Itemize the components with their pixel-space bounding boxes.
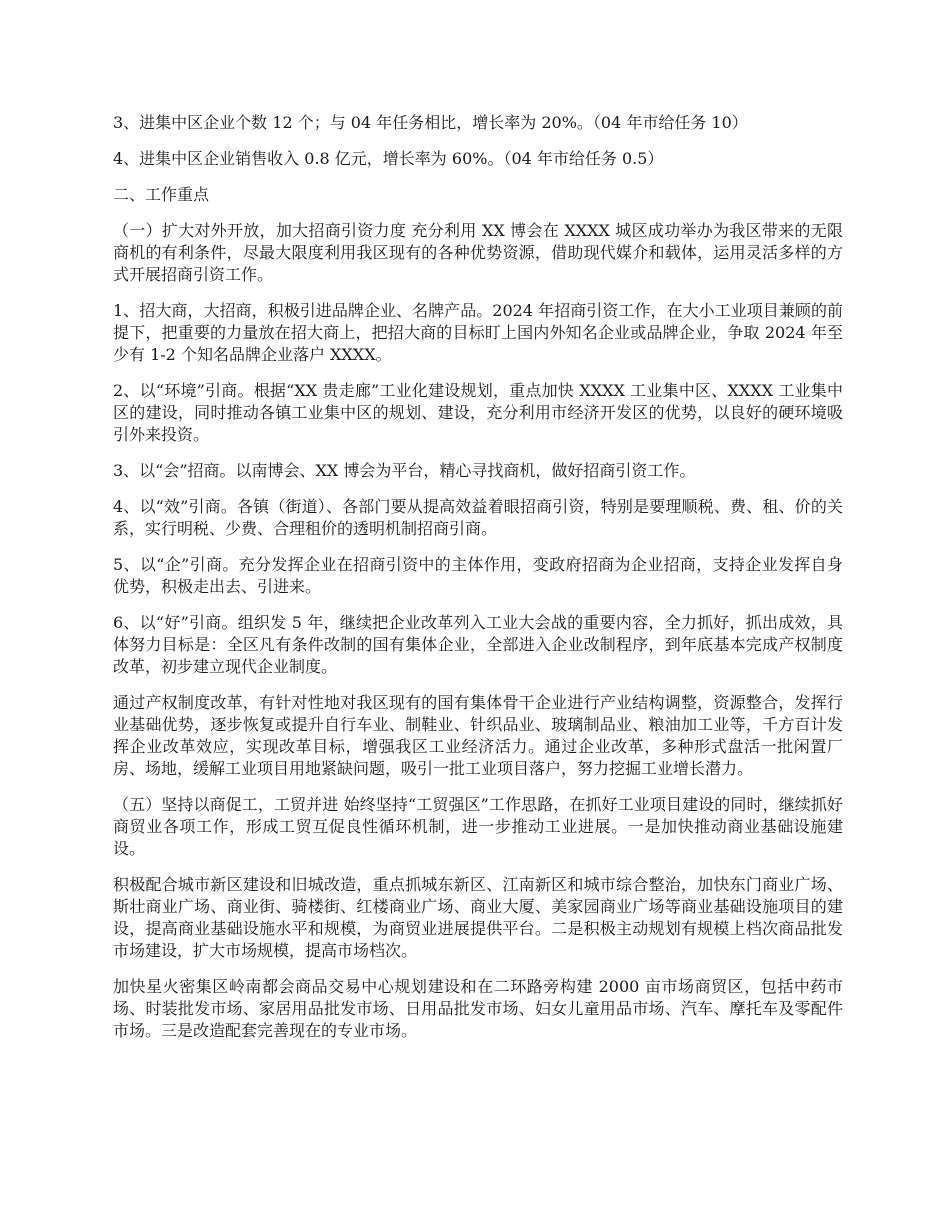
paragraph-efficiency: 4、以“效”引商。各镇（街道）、各部门要从提高效益着眼招商引资，特别是要理顺税、费、租、价的关系，实行明税、少费、合理租价的透明机制招商引商。 [113,497,843,538]
paragraph-environment: 2、以“环境”引商。根据“XX 贵走廊”工业化建设规划，重点加快 XXXX 工业集中区、XXXX 工业集中区的建设，同时推动各镇工业集中区的规划、建设，充分利用市经济开发区的优势，以良好的硬环境吸引外来投资。 [113,381,843,444]
paragraph-reform: 6、以“好”引商。组织发 5 年，继续把企业改革列入工业大会战的重要内容，全力抓好，抓出成效，具体努力目标是：全区凡有条件改制的国有集体企业，全部进入企业改制程序，到年底基本完成产权制度改革，初步建立现代企业制度。 [113,613,843,676]
paragraph-expo: 3、以“会”招商。以南博会、XX 博会为平台，精心寻找商机，做好招商引资工作。 [113,461,696,480]
section-heading-work-focus: 二、工作重点 [113,185,210,204]
paragraph-commerce-industry: （五）坚持以商促工，工贸并进 始终坚持“工贸强区”工作思路，在抓好工业项目建设的同时，继续抓好商贸业各项工作，形成工贸互促良性循环机制，进一步推动工业进展。一是加快推动商业基础设施建设。 [113,795,843,858]
paragraph-enterprise: 5、以“企”引商。充分发挥企业在招商引资中的主体作用，变政府招商为企业招商，支持企业发挥自身优势，积极走出去、引进来。 [113,555,843,596]
paragraph-open-up: （一）扩大对外开放，加大招商引资力度 充分利用 XX 博会在 XXXX 城区成功举办为我区带来的无限商机的有利条件，尽最大限度利用我区现有的各种优势资源，借助现代媒介和载体，运用灵活多样的方式开展招商引资工作。 [113,221,843,284]
paragraph-market-area: 加快星火密集区岭南都会商品交易中心规划建设和在二环路旁构建 2000 亩市场商贸区，包括中药市场、时装批发市场、家居用品批发市场、日用品批发市场、妇女儿童用品市场、汽车、摩托车及零配件市场。三是改造配套完善现在的专业市场。 [113,977,843,1040]
paragraph-property-rights: 通过产权制度改革，有针对性地对我区现有的国有集体骨干企业进行产业结构调整，资源整合，发挥行业基础优势，逐步恢复或提升自行车业、制鞋业、针织品业、玻璃制品业、粮油加工业等，千方百计发挥企业改革效应，实现改革目标，增强我区工业经济活力。通过企业改革，多种形式盘活一批闲置厂房、场地，缓解工业项目用地紧缺问题，吸引一批工业项目落户，努力挖掘工业增长潜力。 [113,693,843,778]
paragraph-item-4-sales: 4、进集中区企业销售收入 0.8 亿元，增长率为 60%。（04 年市给任务 0.5） [113,149,664,168]
paragraph-big-investment: 1、招大商，大招商，积极引进品牌企业、名牌产品。2024 年招商引资工作，在大小工业项目兼顾的前提下，把重要的力量放在招大商上，把招大商的目标盯上国内外知名企业或品牌企业，争取 2024 年至少有 1-2 个知名品牌企业落户 XXXX。 [113,301,843,364]
document-body [113,112,843,1056]
paragraph-urban-construction: 积极配合城市新区建设和旧城改造，重点抓城东新区、江南新区和城市综合整治，加快东门商业广场、斯壮商业广场、商业街、骑楼街、红楼商业广场、商业大厦、美家园商业广场等商业基础设施项目的建设，提高商业基础设施水平和规模，为商贸业进展提供平台。二是积极主动规划有规模上档次商品批发市场建设，扩大市场规模，提高市场档次。 [113,875,843,960]
paragraph-item-3-count: 3、进集中区企业个数 12 个；与 04 年任务相比，增长率为 20%。（04 年市给任务 10） [113,113,748,132]
